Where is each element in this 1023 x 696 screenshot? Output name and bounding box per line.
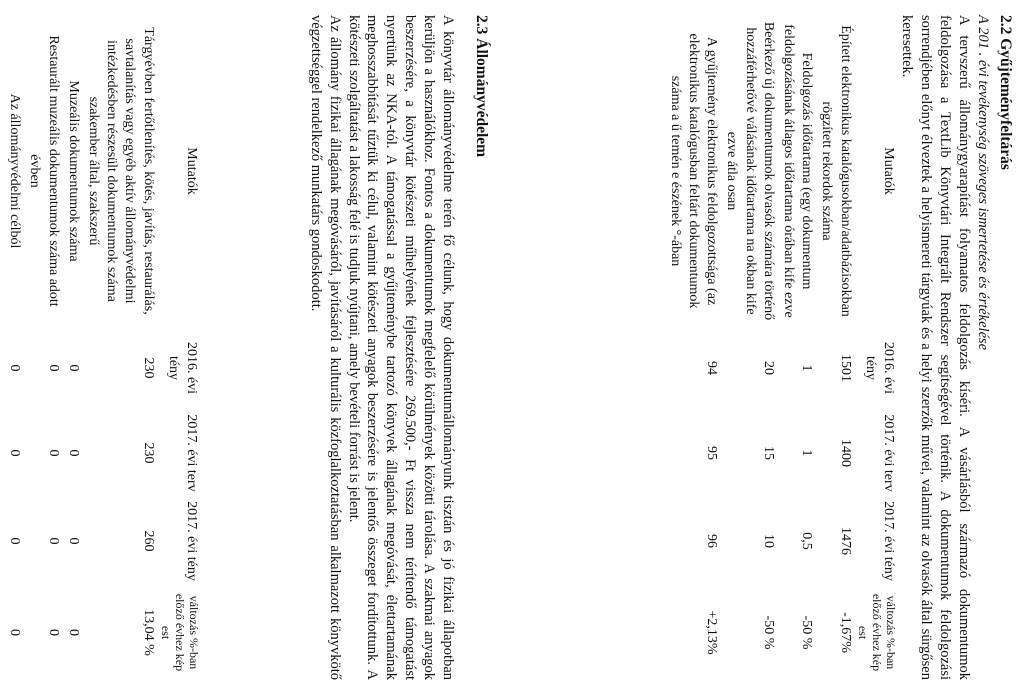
cell-fact-2017: 1476	[837, 527, 853, 555]
table-row	[816, 15, 854, 680]
header-change: változás %-ban előző évhez kép est	[856, 593, 898, 672]
table-row	[4, 15, 24, 680]
row-label: Épített elektronikus katalógusokban/adatbázisokban rögzített rekordok száma	[819, 25, 853, 317]
row-label: Az állományvédelmi célból	[7, 93, 23, 249]
cell-change: 0	[65, 629, 81, 636]
table-row	[24, 15, 62, 680]
cell-2016: 1501	[837, 354, 853, 382]
row-label: Muzeális dokumentumok száma	[65, 80, 81, 262]
cell-plan-2017: 230	[140, 442, 156, 464]
cell-change: 13,04 %	[140, 609, 156, 656]
header-change: változás %-ban előző évhez kép est	[159, 593, 201, 672]
table-row	[778, 15, 816, 680]
cell-plan-2017: 0	[7, 449, 23, 457]
row-label: Feldolgozás időtartama (egy dokumentum feldolgozásának átlagos időtartama órában kife ezve	[781, 24, 815, 318]
cell-2016: 0	[7, 364, 23, 372]
header-indicators: Mutatók	[881, 147, 896, 195]
cell-fact-2017: 0,5	[799, 532, 815, 550]
header-indicators: Mutatók	[184, 147, 199, 195]
section-subtitle: A 201 . évi tevékenység szöveges ismertetése és értékelése	[974, 15, 991, 351]
cell-plan-2017: 15	[760, 446, 776, 460]
cell-2016: 1	[799, 364, 815, 372]
cell-plan-2017: 0	[45, 449, 61, 457]
section-paragraph-1: A könyvtár állományvédelme terén fő célunk, hogy dokumentumállományunk tisztán és jó fizikai állapotban kerüljön a használókhoz. Fontos a dokumentumok megfelelő körülmények közötti tárolása. A szakmai anyagok beszerzésére, a könyvtár kötészeti műhelyének fejlesztésére 269.500,- Ft vissza nem térítendő támogatást nyertünk az NKA-tól. A támogatással a gyűjteménybe tartozó könyvek állagának megóvását, élettartamának meghosszabbítását tűztük ki célul, valamint kötészeti anyagok beszerzésére is jelentős összeget fordítottunk. A kötészeti szolgáltatást a lakosság felé is tudjuk nyújtani, amely bevételi forrást is jelent.	[345, 15, 456, 680]
section-title: 2.3 Állományvédelem	[473, 15, 490, 158]
section-paragraph: A tervszerű állománygyarapítást folyamatos feldolgozás kíséri. A vásárlásból származó dokumentumok feldolgozása a TextLib Könyvtári Integrált Rendszer segítségével történik. A dokumentumok feldolgozási sorrendjében előnyt élveztek a helyismereti tárgyúak és a helyi szerzők művei, valamint az olvasók által sürgősen keresettek.	[899, 15, 973, 680]
row-label: Tárgyévben fertőtlenítés, kötés, javítás, restaurálás, savtalanítás vagy egyéb aktív állományvédelmi intézkedésben részesült dokumentumok száma szakember által, szakszerű	[86, 27, 156, 315]
section-paragraph-2: Az állomány fizikai állagának megóvásáról, javításáról a kulturális közfoglalkoztatásban alkalmazott könyvkötő végzettséggel rendelkező munkatárs gondoskodott.	[307, 15, 343, 680]
cell-fact-2017: 260	[140, 530, 156, 552]
cell-plan-2017: 95	[704, 446, 720, 460]
preservation-indicators-table	[4, 15, 201, 680]
cell-fact-2017: 96	[704, 534, 720, 548]
cell-plan-2017: 1	[799, 449, 815, 457]
cell-2016: 0	[45, 364, 61, 372]
header-2017-plan: 2017. évi terv	[881, 414, 896, 492]
table-row	[665, 15, 722, 680]
cell-2016: 0	[65, 364, 81, 372]
section-collection-processing	[898, 15, 1015, 680]
section-title: 2.2 Gyűjteményfeltárás	[997, 15, 1014, 170]
header-2016-fact: 2016. évi tény	[862, 341, 896, 395]
processing-indicators-table	[665, 15, 898, 680]
cell-change: 0	[7, 629, 23, 636]
cell-2016: 20	[760, 361, 776, 375]
header-2017-fact: 2017. évi tény	[881, 501, 896, 581]
cell-fact-2017: 0	[45, 537, 61, 545]
cell-change: -50 %	[799, 615, 815, 650]
cell-fact-2017: 0	[65, 537, 81, 545]
cell-change: +2,13%	[704, 610, 720, 655]
row-label: Restaurált muzeális dokumentumok száma adott évben	[27, 35, 61, 307]
header-2016-fact: 2016. évi tény	[165, 341, 199, 395]
table-header-row	[855, 15, 898, 680]
cell-change: -1,67%	[837, 612, 853, 653]
cell-plan-2017: 0	[65, 449, 81, 457]
table-header-row	[158, 15, 201, 680]
header-2017-fact: 2017. évi tény	[184, 501, 199, 581]
table-row	[721, 15, 778, 680]
cell-fact-2017: 0	[7, 537, 23, 545]
table-row	[83, 15, 158, 680]
header-2017-plan: 2017. évi terv	[184, 414, 199, 492]
cell-2016: 230	[140, 357, 156, 379]
cell-change: -50 %	[760, 615, 776, 650]
section-preservation	[306, 15, 491, 680]
row-label: A gyűjtemény elektronikus feldolgozottsága (az elektronikus katalógusban feltárt dokumentumok száma a ű temén e észének °-ában	[667, 33, 720, 309]
cell-change: 0	[45, 629, 61, 636]
row-label: Beérkező új dokumentumok olvasók számára történő hozzáférhetővé válásának időtartama na okban kife ezve átla osan	[724, 21, 776, 321]
cell-fact-2017: 10	[760, 534, 776, 548]
cell-plan-2017: 1400	[837, 439, 853, 467]
table-row	[63, 15, 83, 680]
cell-2016: 94	[704, 361, 720, 375]
